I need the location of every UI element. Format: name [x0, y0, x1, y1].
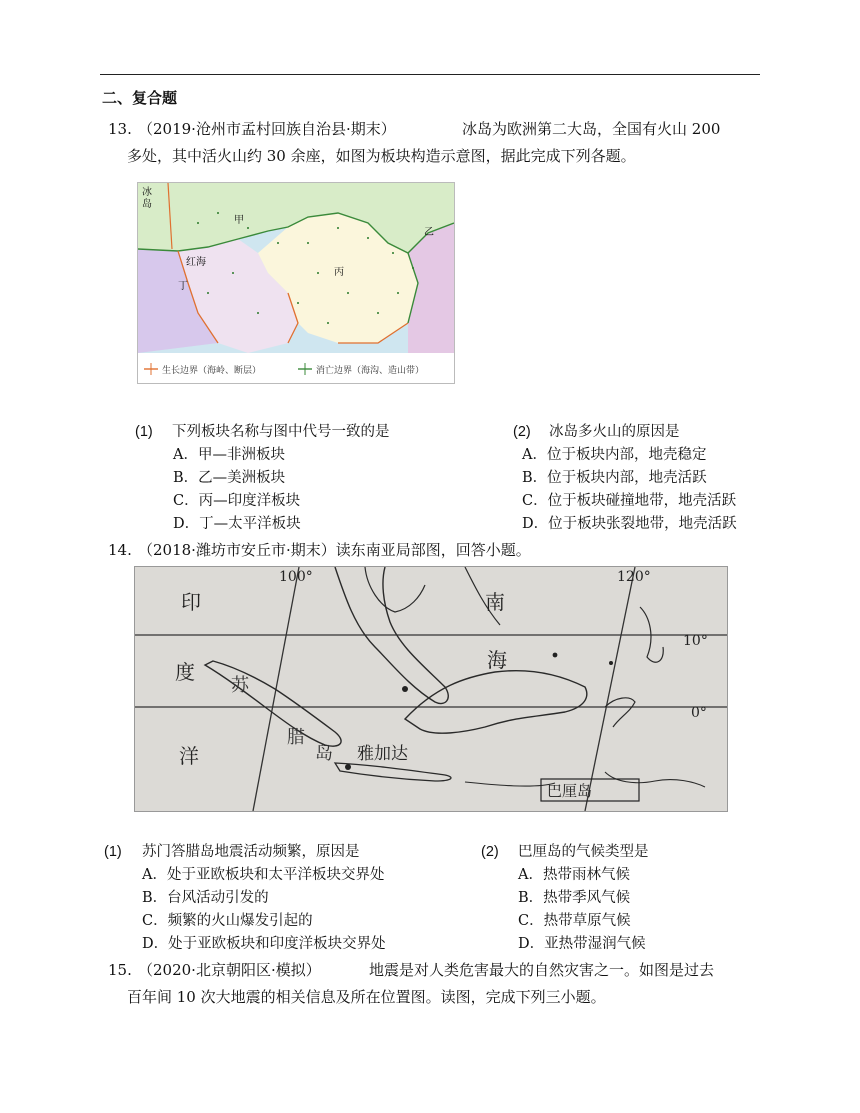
- southeast-asia-map: [134, 566, 728, 812]
- map-label-hai: 海: [487, 648, 507, 672]
- map-label-yin: 印: [181, 590, 201, 614]
- map-label-red-sea-1: 红: [186, 257, 196, 268]
- q14-sub2-option-a[interactable]: A．热带雨林气候: [518, 867, 630, 883]
- q14-sub1-option-b[interactable]: B．台风活动引发的: [142, 890, 269, 906]
- q13-sub2-number: (2): [513, 424, 531, 440]
- q14-stem: （2018·潍坊市安丘市·期末）读东南亚局部图，回答小题。: [138, 541, 531, 559]
- map-label-su: 苏: [231, 675, 249, 696]
- section-title: 二、复合题: [102, 89, 178, 107]
- map-lat-10: 10°: [683, 633, 708, 649]
- q13-sub2-stem: 冰岛多火山的原因是: [549, 424, 680, 440]
- map-label-iceland-2: 岛: [142, 199, 152, 210]
- top-rule: [100, 74, 760, 75]
- map-label-nan: 南: [485, 590, 505, 614]
- q13-sub1-option-c[interactable]: C．丙—印度洋板块: [173, 493, 301, 509]
- plate-tectonics-map: [137, 182, 455, 384]
- q14-sub1-stem: 苏门答腊岛地震活动频繁，原因是: [142, 844, 360, 860]
- q14-sub1-option-a[interactable]: A．处于亚欧板块和太平洋板块交界处: [142, 867, 385, 883]
- q14-number: 14.: [108, 541, 132, 559]
- q13-sub1-option-b[interactable]: B．乙—美洲板块: [173, 470, 286, 486]
- q15-stem-line2: 百年间 10 次大地震的相关信息及所在位置图。读图，完成下列三小题。: [127, 988, 606, 1006]
- map-label-jakarta: 雅加达: [357, 744, 408, 764]
- q15-source: （2020·北京朝阳区·模拟）: [138, 961, 321, 979]
- q13-sub1-option-d[interactable]: D．丁—太平洋板块: [173, 516, 301, 532]
- map-label-jia: 甲: [234, 215, 244, 226]
- q14-sub2-stem: 巴厘岛的气候类型是: [518, 844, 649, 860]
- legend-growth-boundary: 生长边界（海岭、断层）: [162, 366, 262, 376]
- map-lon-120: 120°: [617, 569, 651, 585]
- map-lat-0: 0°: [691, 705, 707, 721]
- q14-sub2-number: (2): [481, 844, 499, 860]
- q13-sub1-stem: 下列板块名称与图中代号一致的是: [172, 424, 390, 440]
- map-label-la: 腊: [287, 727, 305, 748]
- q13-stem-line1: 冰岛为欧洲第二大岛，全国有火山 200: [462, 120, 721, 138]
- q13-sub2-option-d[interactable]: D．位于板块张裂地带，地壳活跃: [522, 516, 737, 532]
- q15-number: 15.: [108, 961, 132, 979]
- q14-sub2-option-d[interactable]: D．亚热带湿润气候: [518, 936, 646, 952]
- q13-sub1-number: (1): [135, 424, 153, 440]
- map-lon-100: 100°: [279, 569, 313, 585]
- q14-sub2-option-c[interactable]: C．热带草原气候: [518, 913, 631, 929]
- map-label-dao: 岛: [315, 743, 333, 764]
- q13-number: 13.: [108, 120, 132, 138]
- q15-stem-line1: 地震是对人类危害最大的自然灾害之一。如图是过去: [369, 961, 715, 979]
- map-label-ding: 丁: [178, 281, 188, 292]
- map-label-du: 度: [175, 660, 195, 684]
- q14-sub1-option-c[interactable]: C．频繁的火山爆发引起的: [142, 913, 313, 929]
- map-label-yang: 洋: [179, 744, 199, 768]
- q14-sub1-number: (1): [104, 844, 122, 860]
- q14-sub2-option-b[interactable]: B．热带季风气候: [518, 890, 631, 906]
- map-label-yi: 乙: [424, 227, 434, 238]
- map-label-red-sea-2: 海: [196, 257, 206, 268]
- q13-source: （2019·沧州市孟村回族自治县·期末）: [138, 120, 396, 138]
- q13-sub1-option-a[interactable]: A．甲—非洲板块: [173, 447, 285, 463]
- q14-sub1-option-d[interactable]: D．处于亚欧板块和印度洋板块交界处: [142, 936, 386, 952]
- legend-subduction-boundary: 消亡边界（海沟、造山带）: [316, 366, 425, 376]
- q13-sub2-option-c[interactable]: C．位于板块碰撞地带，地壳活跃: [522, 493, 737, 509]
- map-label-bali: 巴厘岛: [547, 782, 593, 800]
- map-label-iceland-1: 冰: [142, 187, 152, 198]
- q13-sub2-option-a[interactable]: A．位于板块内部，地壳稳定: [522, 447, 707, 463]
- q13-sub2-option-b[interactable]: B．位于板块内部，地壳活跃: [522, 470, 707, 486]
- map-label-bing: 丙: [334, 267, 344, 278]
- q13-stem-line2: 多处，其中活火山约 30 余座，如图为板块构造示意图，据此完成下列各题。: [127, 147, 636, 165]
